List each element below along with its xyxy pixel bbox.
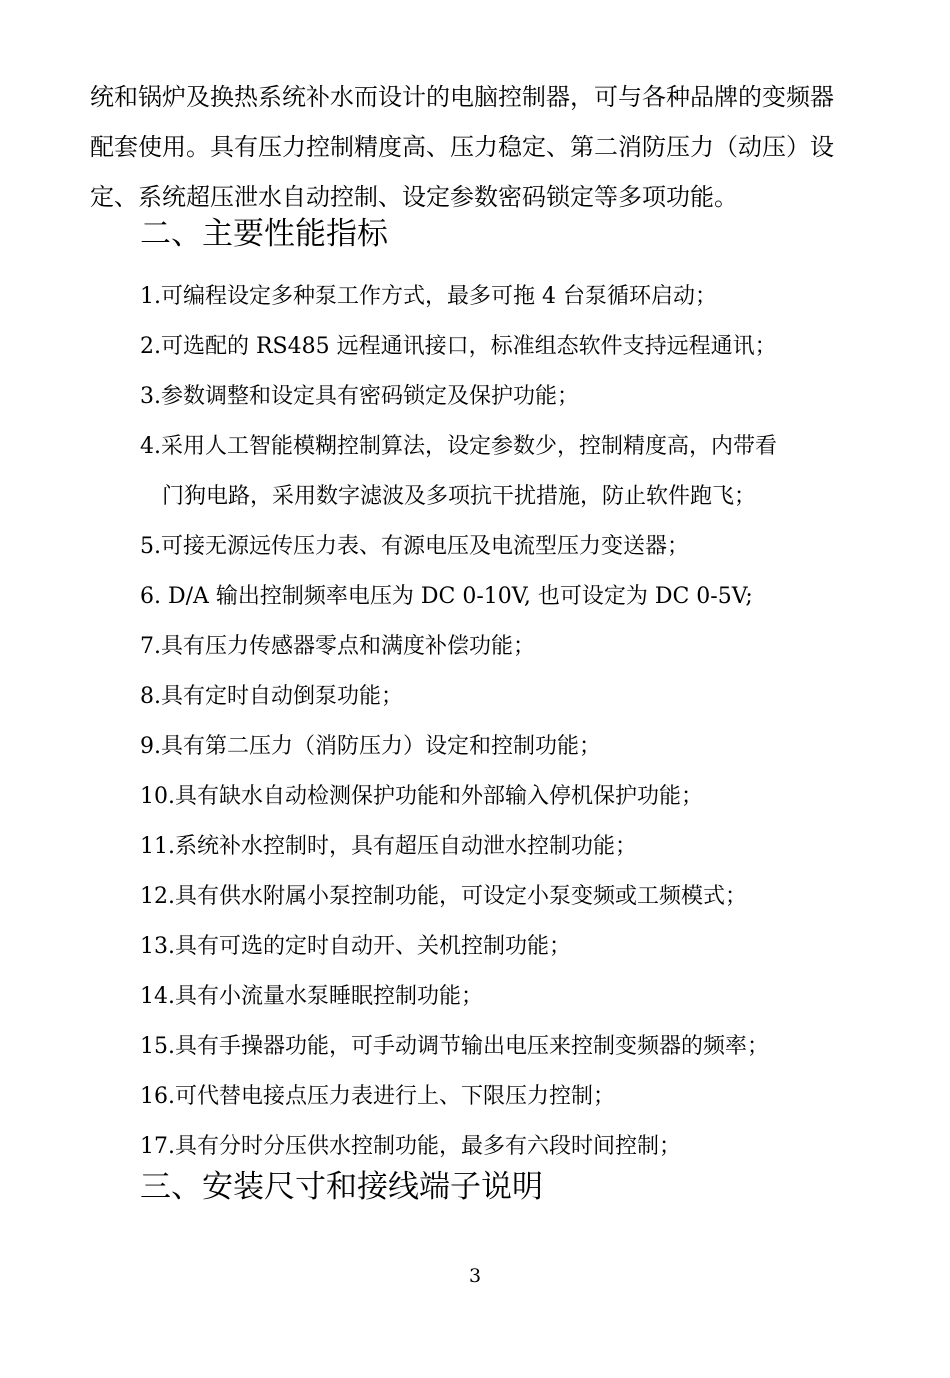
- list-item: 1.可编程设定多种泵工作方式，最多可拖 4 台泵循环启动；: [140, 284, 717, 309]
- list-item-text: 4.采用人工智能模糊控制算法，设定参数少，控制精度高，内带看: [140, 434, 777, 459]
- section-heading-performance: 二、主要性能指标: [140, 216, 388, 252]
- page-number: 3: [468, 1265, 482, 1287]
- intro-line: 统和锅炉及换热系统补水而设计的电脑控制器，可与各种品牌的变频器: [90, 83, 834, 111]
- section-heading-installation: 三、安装尺寸和接线端子说明: [140, 1169, 543, 1205]
- list-item: 5.可接无源远传压力表、有源电压及电流型压力变送器；: [140, 534, 689, 559]
- list-item-continuation: 门狗电路，采用数字滤波及多项抗干扰措施，防止软件跑飞；: [162, 484, 757, 509]
- list-item: 17.具有分时分压供水控制功能，最多有六段时间控制；: [140, 1134, 681, 1159]
- list-item: 2.可选配的 RS485 远程通讯接口，标准组态软件支持远程通讯；: [140, 334, 777, 359]
- list-item: 12.具有供水附属小泵控制功能，可设定小泵变频或工频模式；: [140, 884, 747, 909]
- list-item: 7.具有压力传感器零点和满度补偿功能；: [140, 634, 535, 659]
- list-item: 6. D/A 输出控制频率电压为 DC 0-10V, 也可设定为 DC 0-5V;: [140, 584, 753, 609]
- list-item: 11.系统补水控制时，具有超压自动泄水控制功能；: [140, 834, 637, 859]
- intro-line: 定、系统超压泄水自动控制、设定参数密码锁定等多项功能。: [90, 183, 738, 211]
- list-item: 9.具有第二压力（消防压力）设定和控制功能；: [140, 734, 601, 759]
- list-item: 10.具有缺水自动检测保护功能和外部输入停机保护功能；: [140, 784, 703, 809]
- list-item: [140, 422, 870, 522]
- performance-list: [140, 272, 870, 1172]
- intro-line: 配套使用。具有压力控制精度高、压力稳定、第二消防压力（动压）设: [90, 133, 834, 161]
- list-item: 15.具有手操器功能，可手动调节输出电压来控制变频器的频率；: [140, 1034, 769, 1059]
- intro-paragraph: [90, 72, 865, 222]
- list-item: 16.可代替电接点压力表进行上、下限压力控制；: [140, 1084, 615, 1109]
- list-item: 3.参数调整和设定具有密码锁定及保护功能；: [140, 384, 579, 409]
- list-item: 13.具有可选的定时自动开、关机控制功能；: [140, 934, 571, 959]
- list-item: 8.具有定时自动倒泵功能；: [140, 684, 403, 709]
- list-item: 14.具有小流量水泵睡眠控制功能；: [140, 984, 483, 1009]
